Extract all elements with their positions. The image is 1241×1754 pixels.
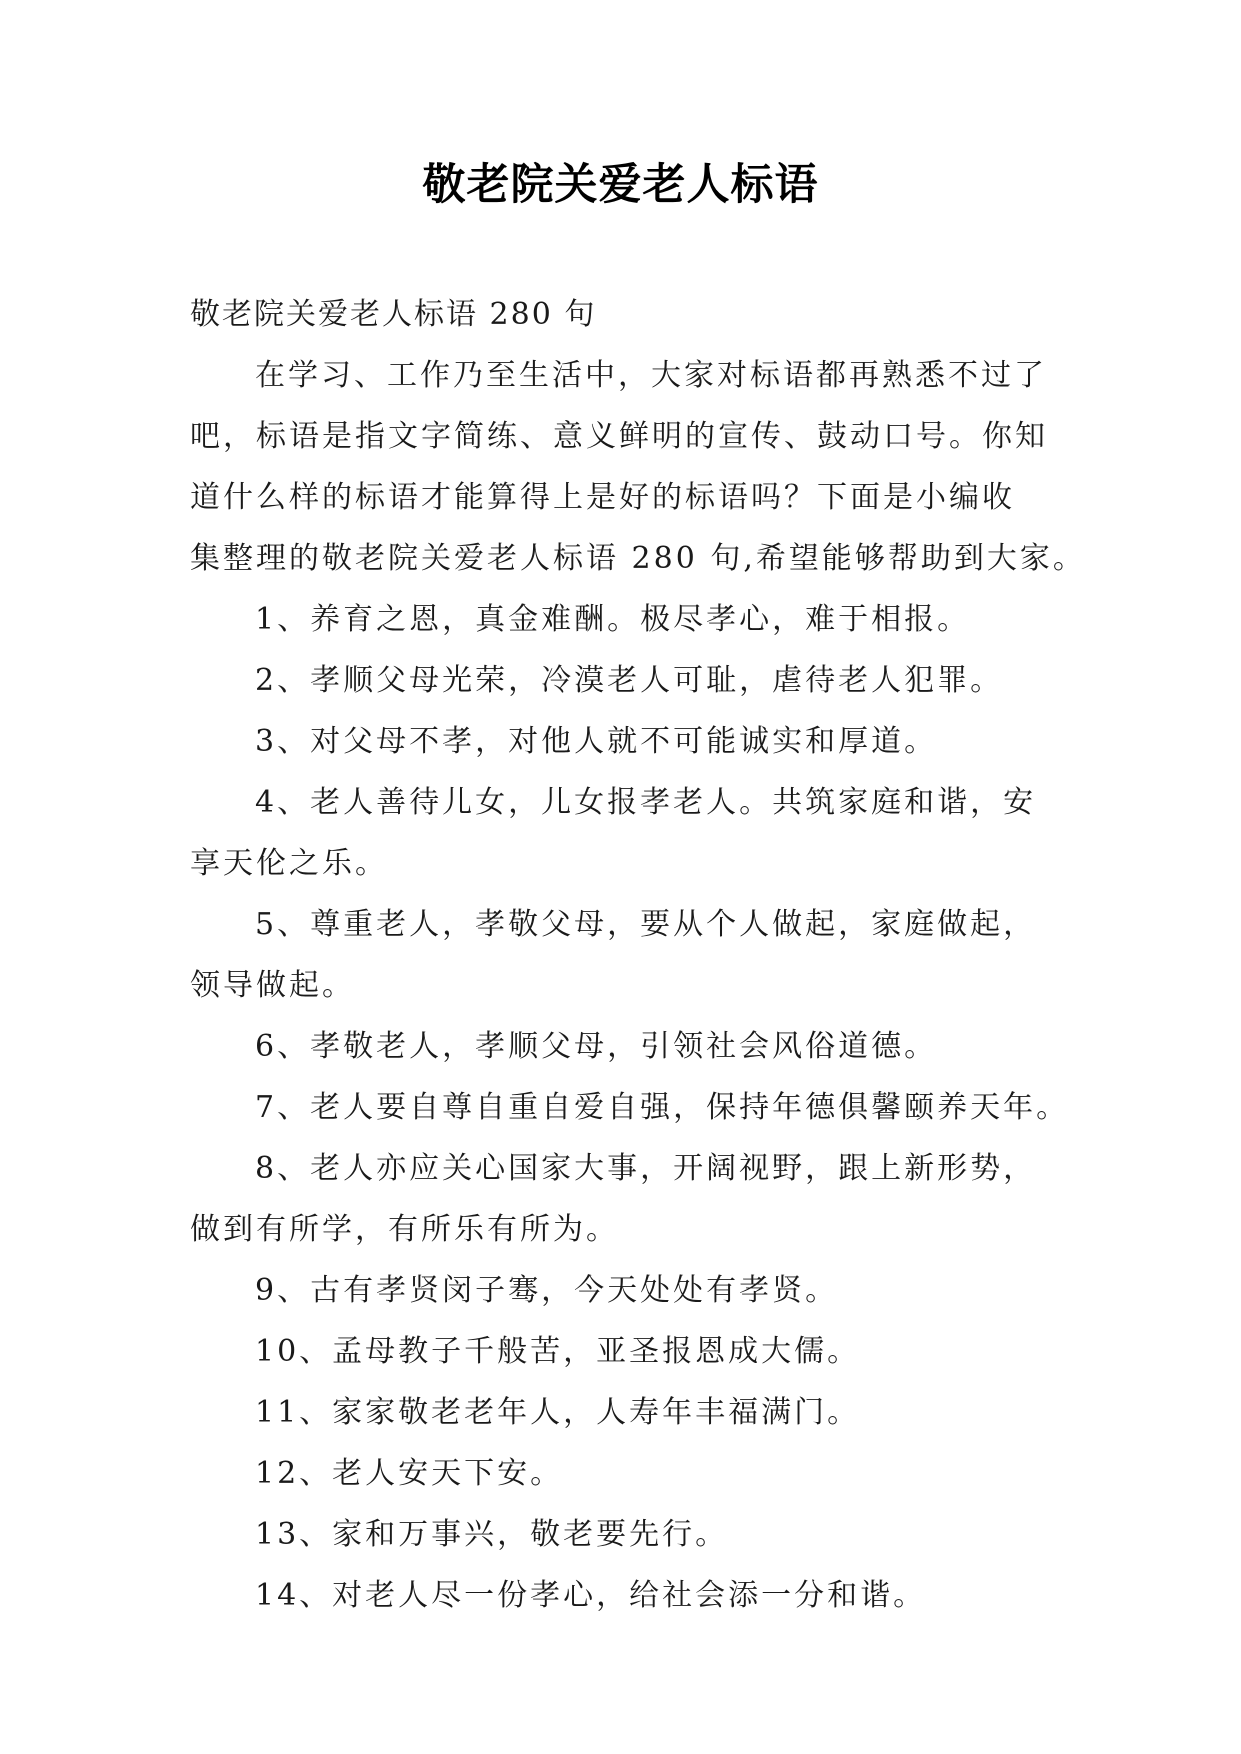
slogan-item <box>190 650 1056 711</box>
intro-line: 道什么样的标语才能算得上是好的标语吗？下面是小编收 <box>190 480 1015 515</box>
slogan-item <box>190 1382 1056 1443</box>
slogan-item <box>190 1504 1056 1565</box>
slogan-line: 7、老人要自尊自重自爱自强，保持年德俱馨颐养天年。 <box>255 1090 1070 1125</box>
slogan-line: 领导做起。 <box>190 968 355 1003</box>
slogan-line: 2、孝顺父母光荣，冷漠老人可耻，虐待老人犯罪。 <box>255 663 1004 698</box>
slogan-item <box>190 1443 1056 1504</box>
slogan-line: 享天伦之乐。 <box>190 846 388 881</box>
slogan-item <box>190 1260 1056 1321</box>
slogan-item <box>190 1565 1056 1626</box>
slogan-item <box>190 1077 1070 1138</box>
document-title: 敬老院关爱老人标语 <box>422 160 819 210</box>
document-body <box>190 284 1086 1626</box>
slogan-item <box>190 711 1056 772</box>
slogan-item <box>190 772 1056 894</box>
slogan-line: 10、孟母教子千般苦，亚圣报恩成大儒。 <box>255 1334 861 1369</box>
slogan-item <box>190 1138 1056 1260</box>
slogan-item <box>190 894 1056 1016</box>
slogan-item <box>190 1321 1056 1382</box>
document-subtitle: 敬老院关爱老人标语 280 句 <box>190 297 597 332</box>
slogan-line: 3、对父母不孝，对他人就不可能诚实和厚道。 <box>255 724 938 759</box>
slogan-line: 9、古有孝贤闵子骞，今天处处有孝贤。 <box>255 1273 839 1308</box>
slogan-line: 12、老人安天下安。 <box>255 1456 564 1491</box>
slogan-line: 1、养育之恩，真金难酬。极尽孝心，难于相报。 <box>255 602 971 637</box>
intro-line: 集整理的敬老院关爱老人标语 280 句,希望能够帮助到大家。 <box>190 541 1086 576</box>
intro-line: 在学习、工作乃至生活中，大家对标语都再熟悉不过了 <box>255 358 1047 393</box>
slogan-line: 8、老人亦应关心国家大事，开阔视野，跟上新形势， <box>255 1151 1037 1186</box>
slogan-list <box>190 589 1070 1626</box>
slogan-item <box>190 1016 1056 1077</box>
slogan-line: 4、老人善待儿女，儿女报孝老人。共筑家庭和谐，安 <box>255 785 1037 820</box>
slogan-line: 6、孝敬老人，孝顺父母，引领社会风俗道德。 <box>255 1029 938 1064</box>
intro-line: 吧，标语是指文字简练、意义鲜明的宣传、鼓动口号。你知 <box>190 419 1048 454</box>
slogan-line: 11、家家敬老老年人，人寿年丰福满门。 <box>255 1395 861 1430</box>
slogan-line: 5、尊重老人，孝敬父母，要从个人做起，家庭做起， <box>255 907 1037 942</box>
slogan-line: 13、家和万事兴，敬老要先行。 <box>255 1517 729 1552</box>
slogan-item <box>190 589 1056 650</box>
intro-paragraph <box>190 345 1086 589</box>
slogan-line: 做到有所学，有所乐有所为。 <box>190 1212 619 1247</box>
slogan-line: 14、对老人尽一份孝心，给社会添一分和谐。 <box>255 1578 927 1613</box>
